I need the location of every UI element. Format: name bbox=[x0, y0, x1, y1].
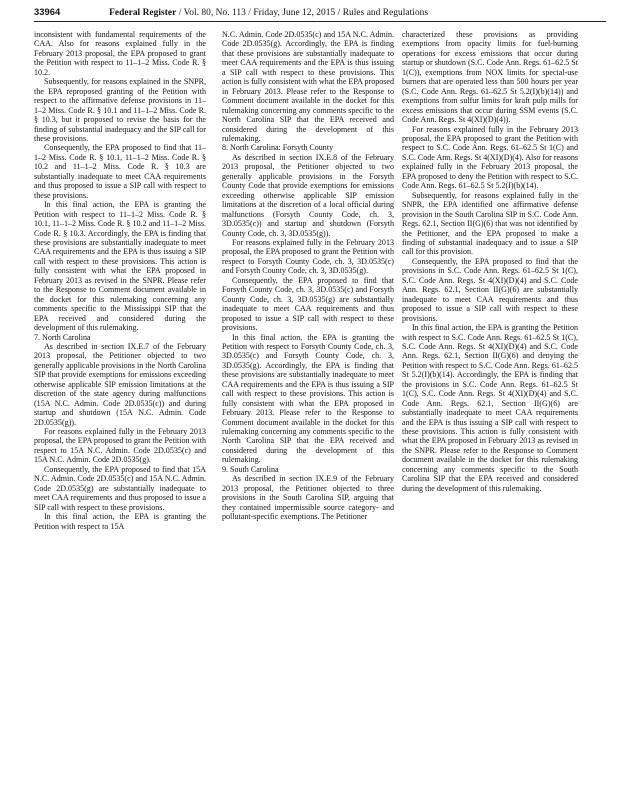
publication-title: Federal Register bbox=[109, 8, 177, 18]
page-number: 33964 bbox=[34, 6, 61, 17]
page-header bbox=[34, 6, 606, 18]
paragraph: N.C. Admin. Code 2D.0535(c) and 15A N.C. Admin. Code 2D.0535(g). Accordingly, the EPA is finding that these provisions are substantially inadequate to meet CAA requirements and the EPA is thus issuing a SIP call with respect to these provisions. This action is fully consistent with what the EPA proposed in February 2013. Please refer to the Response to Comment document available in the docket for this rulemaking concerning any comments specific to the North Carolina SIP that the EPA received and considered during the development of this rulemaking. bbox=[222, 30, 394, 143]
paragraph: inconsistent with fundamental requirements of the CAA. Also for reasons explained fully in the February 2013 proposal, the EPA proposed to grant the Petition with respect to 11–1–2 Miss. Code R. § 10.2. bbox=[34, 30, 206, 77]
paragraph: In this final action, the EPA is granting the Petition with respect to Forsyth County Code, ch. 3, 3D.0535(c) and Forsyth County Code, ch. 3, 3D.0535(g). Accordingly, the EPA is finding that these provisions are substantially inadequate to meet CAA requirements and the EPA is thus issuing a SIP call with respect to these provisions. This action is fully consistent with what the EPA proposed in February 2013. Please refer to the Response to Comment document available in the docket for this rulemaking concerning any comments specific to the North Carolina SIP that the EPA received and considered during the development of this rulemaking. bbox=[222, 332, 394, 465]
paragraph: Consequently, the EPA proposed to find that 15A N.C. Admin. Code 2D.0535(c) and 15A N.C. Admin. Code 2D.0535(g) are substantially inadequate to meet CAA requirements and thus proposed to issue a SIP call with respect to these provisions. bbox=[34, 464, 206, 512]
paragraph: Consequently, the EPA proposed to find that the provisions in S.C. Code Ann. Regs. 61–62.5 St 1(C), S.C. Code Ann. Regs. St 4(XI)(D)(4) and S.C. Code Ann. Regs. 62.1, Section II(G)(6) are substantially inadequate to meet CAA requirements and thus proposed to issue a SIP call with respect to these provisions. bbox=[402, 256, 578, 323]
issue-details: / Vol. 80, No. 113 / Friday, June 12, 2015 / Rules and Regulations bbox=[178, 8, 429, 18]
text-column-1 bbox=[34, 30, 206, 531]
paragraph: For reasons explained fully in the February 2013 proposal, the EPA proposed to grant the Petition with respect to Forsyth County Code, ch. 3, 3D.0535(c) and Forsyth County Code, ch. 3, 3D.0535(g). bbox=[222, 237, 394, 276]
section-heading-forsyth-county: 8. North Carolina: Forsyth County bbox=[222, 143, 334, 153]
paragraph: In this final action, the EPA is granting the Petition with respect to 11–1–2 Miss. Code R. § 10.1, 11–1–2 Miss. Code R. § 10.2 and 11–1–2 Miss. Code R. § 10.3. Accordingly, the EPA is finding that these provisions are substantially inadequate to meet CAA requirements and the EPA is thus issuing a SIP call with respect to these provisions. This action is fully consistent with what the EPA proposed in February 2013 as revised in the SNPR. Please refer to the Response to Comment document available in the docket for this rulemaking concerning any comments specific to the Mississippi SIP that the EPA received and considered during the development of this rulemaking. bbox=[34, 200, 206, 333]
paragraph: In this final action, the EPA is granting the Petition with respect to 15A bbox=[34, 512, 206, 531]
paragraph: Consequently, the EPA proposed to find that 11–1–2 Miss. Code R. § 10.1, 11–1–2 Miss. Code R. § 10.2 and 11–1–2 Miss. Code R. § 10.3 are substantially inadequate to meet CAA requirements and thus proposed to issue a SIP call with respect to these provisions. bbox=[34, 143, 206, 200]
section-heading-south-carolina: 9. South Carolina bbox=[222, 464, 279, 474]
paragraph: Subsequently, for reasons explained in the SNPR, the EPA reproposed granting of the Petition with respect to the affirmative defense provisions in 11–1–2 Miss. Code R. § 10.1 and 11–1–2 Miss. Code R. § 10.3, but it proposed to revise the basis for the finding of substantial inadequacy and the SIP call for these provisions. bbox=[34, 77, 206, 143]
paragraph: As described in section IX.E.9 of the February 2013 proposal, the Petitioner objected to three provisions in the South Carolina SIP, arguing that they contained impermissible source category- and pollutant-specific exemptions. The Petitioner bbox=[222, 474, 394, 522]
paragraph: characterized these provisions as providing exemptions from opacity limits for fuel-burning operations for excess emissions that occur during startup or shutdown (S.C. Code Ann. Regs. 61–62.5 St 1(C)), exemptions from NOX limits for special-use burners that are operated less than 500 hours per year (S.C. Code Ann. Regs. 61–62.5 St 5.2(I)(b)(14)) and exemptions from sulfur limits for kraft pulp mills for excess emissions that occur during SSM events (S.C. Code Ann. Regs. St 4(XI)(D)(4)). bbox=[402, 30, 578, 125]
header-rule bbox=[34, 21, 606, 22]
paragraph: As described in section IX.E.7 of the February 2013 proposal, the Petitioner objected to two generally applicable provisions in the North Carolina SIP that provide exemptions for emissions exceeding otherwise applicable SIP emission limitations at the discretion of the state agency during malfunctions (15A N.C. Admin. Code 2D.0535(c)) and during startup and shutdown (15A N.C. Admin. Code 2D.0535(g)). bbox=[34, 341, 206, 427]
paragraph: In this final action, the EPA is granting the Petition with respect to S.C. Code Ann. Regs. 61–62.5 St 1(C), S.C. Code Ann. Regs. St 4(XI)(D)(4) and S.C. Code Ann. Regs. 62.1, Section II(G)(6) and denying the Petition with respect to S.C. Code Ann. Regs. 61–62.5 St 5.2(I)(b)(14). Accordingly, the EPA is finding that the provisions in S.C. Code Ann. Regs. 61–62.5 St 1(C), S.C. Code Ann. Regs. St 4(XI)(D)(4) and S.C. Code Ann. Regs. 62.1, Section II(G)(6) are substantially inadequate to meet CAA requirements and the EPA is thus issuing a SIP call with respect to these provisions. This action is fully consistent with what the EPA proposed in February 2013 as revised in the SNPR. Please refer to the Response to Comment document available in the docket for this rulemaking concerning any comments specific to the South Carolina SIP that the EPA received and considered during the development of this rulemaking. bbox=[402, 323, 578, 493]
text-column-2 bbox=[222, 30, 394, 522]
paragraph: As described in section IX.E.8 of the February 2013 proposal, the Petitioner objected to two generally applicable provisions in the Forsyth County Code that provide exemptions for emissions exceeding otherwise applicable SIP emission limitations at the discretion of a local official during malfunctions (Forsyth County Code, ch. 3, 3D.0535(c)) and startup and shutdown (Forsyth County Code, ch. 3, 3D.0535(g)). bbox=[222, 152, 394, 238]
paragraph: Consequently, the EPA proposed to find that Forsyth County Code, ch. 3, 3D.0535(c) and Forsyth County Code, ch. 3, 3D.0535(g) are substantially inadequate to meet CAA requirements and thus proposed to issue a SIP call with respect to these provisions. bbox=[222, 275, 394, 333]
paragraph: Subsequently, for reasons explained fully in the SNPR, the EPA identified one affirmative defense provision in the South Carolina SIP in S.C. Code Ann. Regs. 62.1, Section II(G)(6) that was not identified by the Petitioner, and the EPA proposed to make a finding of substantial inadequacy and to issue a SIP call for this provision. bbox=[402, 190, 578, 257]
text-column-3 bbox=[402, 30, 578, 493]
paragraph: For reasons explained fully in the February 2013 proposal, the EPA proposed to grant the Petition with respect to S.C. Code Ann. Regs. 61–62.5 St 1(C) and S.C. Code Ann. Regs. St 4(XI)(D)(4). Also for reasons explained fully in the February 2013 proposal, the EPA proposed to deny the Petition with respect to S.C. Code Ann. Regs. 61–62.5 St 5.2(I)(b)(14). bbox=[402, 124, 578, 191]
section-heading-north-carolina: 7. North Carolina bbox=[34, 332, 91, 342]
paragraph: For reasons explained fully in the February 2013 proposal, the EPA proposed to grant the Petition with respect to 15A N.C. Admin. Code 2D.0535(c) and 15A N.C. Admin. Code 2D.0535(g). bbox=[34, 427, 206, 465]
